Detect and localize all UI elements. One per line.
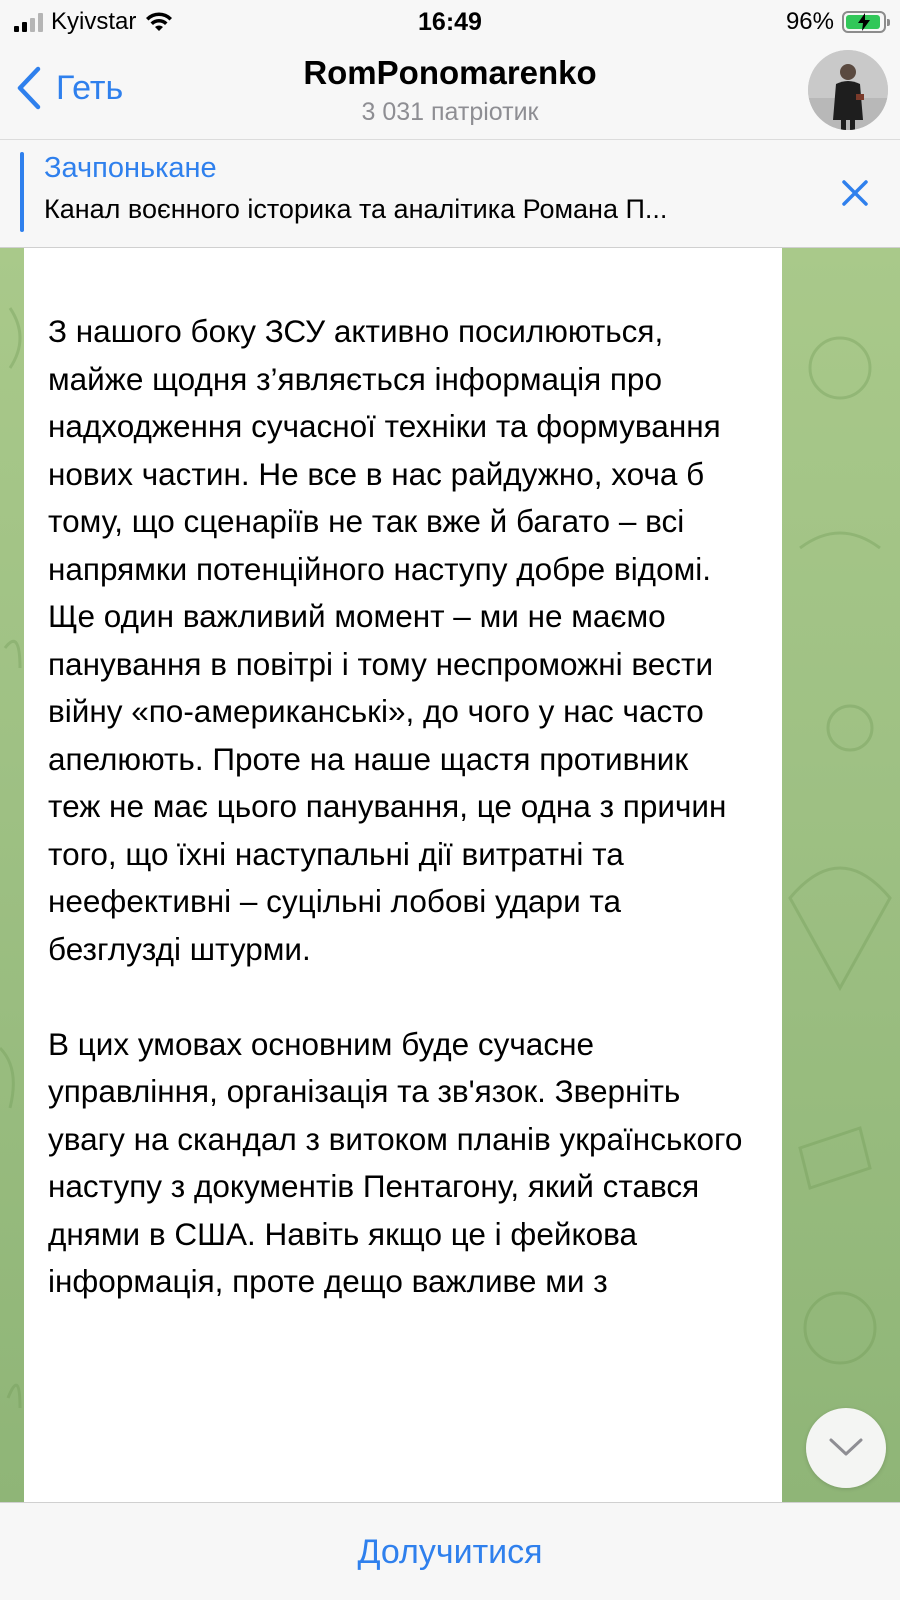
message-paragraph-1: З нашого боку ЗСУ активно посилюються, майже щодня з’являється інформація про надходження сучасної техніки та формування нових частин. Не все в нас райдужно, хоча б тому, що сценаріїв не так вже й багато – всі напрямки потенційного наступу добре відомі. Ще один важливий момент – ми не маємо панування в повітрі і тому неспроможні вести війну «по-американські», до чого у нас часто апелюють. Проте на наше щастя противник теж не має цього панування, це одна з причин того, що їхні наступальні дії витратні та неефективні – суцільні лобові удари та безглузді штурми. [48, 313, 727, 967]
message-text [48, 308, 748, 1353]
bottom-bar [0, 1502, 900, 1600]
bolt-icon [857, 13, 871, 31]
subscriber-count: 3 031 патріотик [361, 98, 539, 126]
back-label: Геть [56, 68, 124, 107]
pinned-text: Канал воєнного історика та аналітика Романа П... [44, 194, 668, 224]
pinned-title: Зачпонькане [44, 152, 217, 184]
battery-charging-icon [842, 11, 886, 33]
scroll-down-button[interactable] [806, 1408, 886, 1488]
join-button[interactable]: Долучитися [357, 1533, 543, 1571]
close-icon[interactable] [840, 178, 870, 208]
chevron-down-icon [828, 1436, 864, 1458]
avatar[interactable] [808, 50, 888, 130]
clock: 16:49 [418, 8, 482, 36]
chat-area[interactable] [0, 248, 900, 1502]
message-paragraph-2: В цих умовах основним буде сучасне управління, організація та зв'язок. Зверніть увагу на скандал з витоком планів українського наступу з документів Пентагону, який стався днями в США. Навіть якщо це і фейкова інформація, проте дещо важливе ми з [48, 1025, 743, 1299]
chat-header [0, 44, 900, 138]
status-right [786, 8, 886, 36]
carrier-name: Kyivstar [51, 8, 137, 35]
status-bar [0, 0, 900, 44]
pinned-message[interactable] [0, 139, 900, 248]
channel-title[interactable]: RomPonomarenko [303, 54, 597, 91]
pinned-indicator [20, 152, 24, 232]
battery-percent: 96% [785, 8, 834, 35]
avatar-photo [808, 50, 888, 130]
